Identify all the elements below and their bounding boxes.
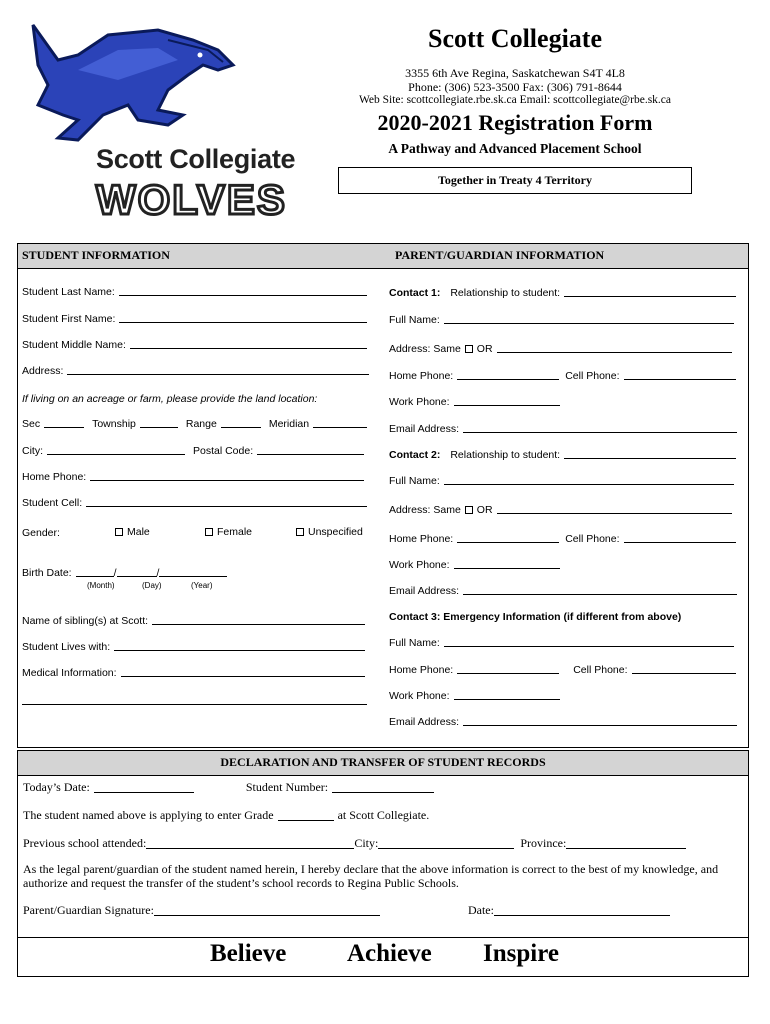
siblings-label: Name of sibling(s) at Scott: — [22, 615, 149, 627]
logo-text-line2: WOLVES — [96, 176, 287, 223]
siblings-field[interactable] — [152, 623, 365, 625]
contact1-address-field[interactable] — [497, 351, 732, 353]
postal-field[interactable] — [257, 453, 364, 455]
first-name-label: Student First Name: — [22, 313, 116, 325]
school-phone: Phone: (306) 523-3500 Fax: (306) 791-8644 — [408, 80, 622, 94]
parent-section-title: PARENT/GUARDIAN INFORMATION — [395, 248, 605, 262]
contact2-home-label: Home Phone: — [389, 533, 454, 545]
contact2-same-checkbox[interactable] — [465, 506, 473, 514]
student-cell-field[interactable] — [86, 505, 367, 507]
contact2-work-field[interactable] — [454, 567, 560, 569]
contact1-work-field[interactable] — [454, 404, 560, 406]
birth-day-field[interactable] — [117, 575, 157, 577]
logo-text-line1: Scott Collegiate — [96, 144, 296, 174]
grade-field[interactable] — [278, 819, 334, 821]
address-field[interactable] — [67, 373, 369, 375]
sig-date-label: Date: — [467, 903, 494, 917]
contact1-fullname-field[interactable] — [444, 322, 734, 324]
contact1-fullname-label: Full Name: — [389, 314, 440, 326]
grade-text-pre: The student named above is applying to enter Grade — [23, 808, 274, 822]
contact1-cell-field[interactable] — [624, 378, 736, 380]
contact1-home-field[interactable] — [457, 378, 559, 380]
contact1-work-label: Work Phone: — [389, 396, 450, 408]
contact3-cell-field[interactable] — [632, 672, 736, 674]
wolf-icon — [18, 20, 248, 155]
township-field[interactable] — [140, 426, 178, 428]
city-label: City: — [22, 445, 43, 457]
contact3-work-label: Work Phone: — [389, 690, 450, 702]
footer-believe: Believe — [210, 940, 287, 967]
city-field[interactable] — [47, 453, 185, 455]
first-name-field[interactable] — [119, 321, 367, 323]
gender-label: Gender: — [22, 527, 60, 539]
prev-city-label: City: — [354, 836, 379, 850]
township-label: Township — [92, 418, 136, 430]
footer-achieve: Achieve — [347, 940, 432, 967]
postal-label: Postal Code: — [193, 445, 254, 457]
declaration-title: DECLARATION AND TRANSFER OF STUDENT RECORDS — [220, 755, 546, 769]
contact3-fullname-label: Full Name: — [389, 637, 440, 649]
contact1-home-label: Home Phone: — [389, 370, 454, 382]
contact2-relationship-label: Relationship to student: — [450, 449, 561, 461]
contact2-address-field[interactable] — [497, 512, 732, 514]
contact2-fullname-label: Full Name: — [389, 475, 440, 487]
unspecified-label: Unspecified — [308, 526, 363, 538]
todays-date-label: Today’s Date: — [23, 780, 90, 794]
form-subtitle: A Pathway and Advanced Placement School — [388, 141, 642, 156]
medical-field-line2[interactable] — [22, 704, 367, 705]
sec-label: Sec — [22, 418, 41, 430]
school-web: Web Site: scottcollegiate.rbe.sk.ca Email: scottcollegiate@rbe.sk.ca — [358, 94, 672, 106]
signature-field[interactable] — [154, 914, 380, 916]
student-number-field[interactable] — [332, 791, 434, 793]
student-number-label: Student Number: — [245, 780, 329, 794]
meridian-label: Meridian — [268, 418, 310, 430]
contact3-work-field[interactable] — [454, 698, 560, 700]
home-phone-label: Home Phone: — [22, 471, 87, 483]
contact1-relationship-field[interactable] — [564, 295, 736, 297]
contact3-cell-label: Cell Phone: — [573, 664, 628, 676]
medical-label: Medical Information: — [22, 667, 117, 679]
treaty-box — [338, 167, 692, 194]
contact1-address-label: Address: Same — [389, 343, 461, 355]
province-label: Province: — [520, 836, 567, 850]
birth-year-field[interactable] — [159, 575, 227, 577]
contact3-email-label: Email Address: — [389, 716, 460, 728]
contact1-or: OR — [476, 343, 493, 355]
contact1-email-label: Email Address: — [389, 423, 460, 435]
male-checkbox[interactable] — [115, 528, 123, 536]
contact2-relationship-field[interactable] — [564, 457, 736, 459]
home-phone-field[interactable] — [90, 479, 364, 481]
signature-label: Parent/Guardian Signature: — [23, 903, 154, 917]
lives-with-field[interactable] — [114, 649, 365, 651]
year-hint: (Year) — [191, 581, 213, 590]
month-hint: (Month) — [87, 581, 115, 590]
male-label: Male — [127, 526, 150, 538]
contact3-home-field[interactable] — [457, 672, 559, 674]
meridian-field[interactable] — [313, 426, 367, 428]
sec-field[interactable] — [44, 426, 84, 428]
grade-text-post: at Scott Collegiate. — [337, 808, 430, 822]
contact2-email-label: Email Address: — [389, 585, 460, 597]
contact3-fullname-field[interactable] — [444, 645, 734, 647]
contact2-email-field[interactable] — [463, 593, 737, 595]
female-label: Female — [217, 526, 253, 538]
treaty-text: Together in Treaty 4 Territory — [438, 173, 592, 187]
school-name: Scott Collegiate — [427, 24, 602, 53]
middle-name-label: Student Middle Name: — [22, 339, 126, 351]
acreage-note: If living on an acreage or farm, please provide the land location: — [22, 393, 318, 405]
contact1-cell-label: Cell Phone: — [565, 370, 620, 382]
contact2-work-label: Work Phone: — [389, 559, 450, 571]
range-field[interactable] — [221, 426, 261, 428]
birth-month-field[interactable] — [76, 575, 114, 577]
declaration-statement: As the legal parent/guardian of the student named herein, I hereby declare that the above information is correct to the best of my knowledge, and authorize and request the transfer of the student’s school records to Regina Public Schools. — [23, 862, 719, 890]
contact1-email-field[interactable] — [463, 431, 737, 433]
contact2-fullname-field[interactable] — [444, 483, 734, 485]
school-address: 3355 6th Ave Regina, Saskatchewan S4T 4L8 — [405, 66, 625, 80]
prev-school-field[interactable] — [146, 847, 354, 849]
lives-with-label: Student Lives with: — [22, 641, 111, 653]
contact1-label: Contact 1: — [389, 287, 441, 299]
last-name-label: Student Last Name: — [22, 286, 115, 298]
day-hint: (Day) — [142, 581, 162, 590]
form-title: 2020-2021 Registration Form — [377, 110, 653, 135]
contact3-label: Contact 3: Emergency Information (if different from above) — [389, 611, 682, 623]
medical-field[interactable] — [121, 675, 365, 677]
prev-school-label: Previous school attended: — [23, 836, 147, 850]
unspecified-checkbox[interactable] — [296, 528, 304, 536]
province-field[interactable] — [566, 847, 686, 849]
contact2-or: OR — [476, 504, 493, 516]
contact2-address-label: Address: Same — [389, 504, 461, 516]
range-label: Range — [185, 418, 217, 430]
school-logo — [18, 20, 328, 230]
contact3-home-label: Home Phone: — [389, 664, 454, 676]
contact2-home-field[interactable] — [457, 541, 559, 543]
student-section-title: STUDENT INFORMATION — [22, 248, 170, 262]
student-cell-label: Student Cell: — [22, 497, 83, 509]
birth-date-label: Birth Date: — [22, 567, 72, 579]
contact1-relationship-label: Relationship to student: — [450, 287, 561, 299]
middle-name-field[interactable] — [130, 347, 367, 349]
todays-date-field[interactable] — [94, 791, 194, 793]
contact3-email-field[interactable] — [463, 724, 737, 726]
female-checkbox[interactable] — [205, 528, 213, 536]
contact1-same-checkbox[interactable] — [465, 345, 473, 353]
last-name-field[interactable] — [119, 294, 367, 296]
address-label: Address: — [22, 365, 64, 377]
prev-city-field[interactable] — [378, 847, 514, 849]
contact2-cell-field[interactable] — [624, 541, 736, 543]
contact2-cell-label: Cell Phone: — [565, 533, 620, 545]
sig-date-field[interactable] — [494, 914, 670, 916]
contact2-label: Contact 2: — [389, 449, 441, 461]
footer-inspire: Inspire — [483, 940, 559, 967]
